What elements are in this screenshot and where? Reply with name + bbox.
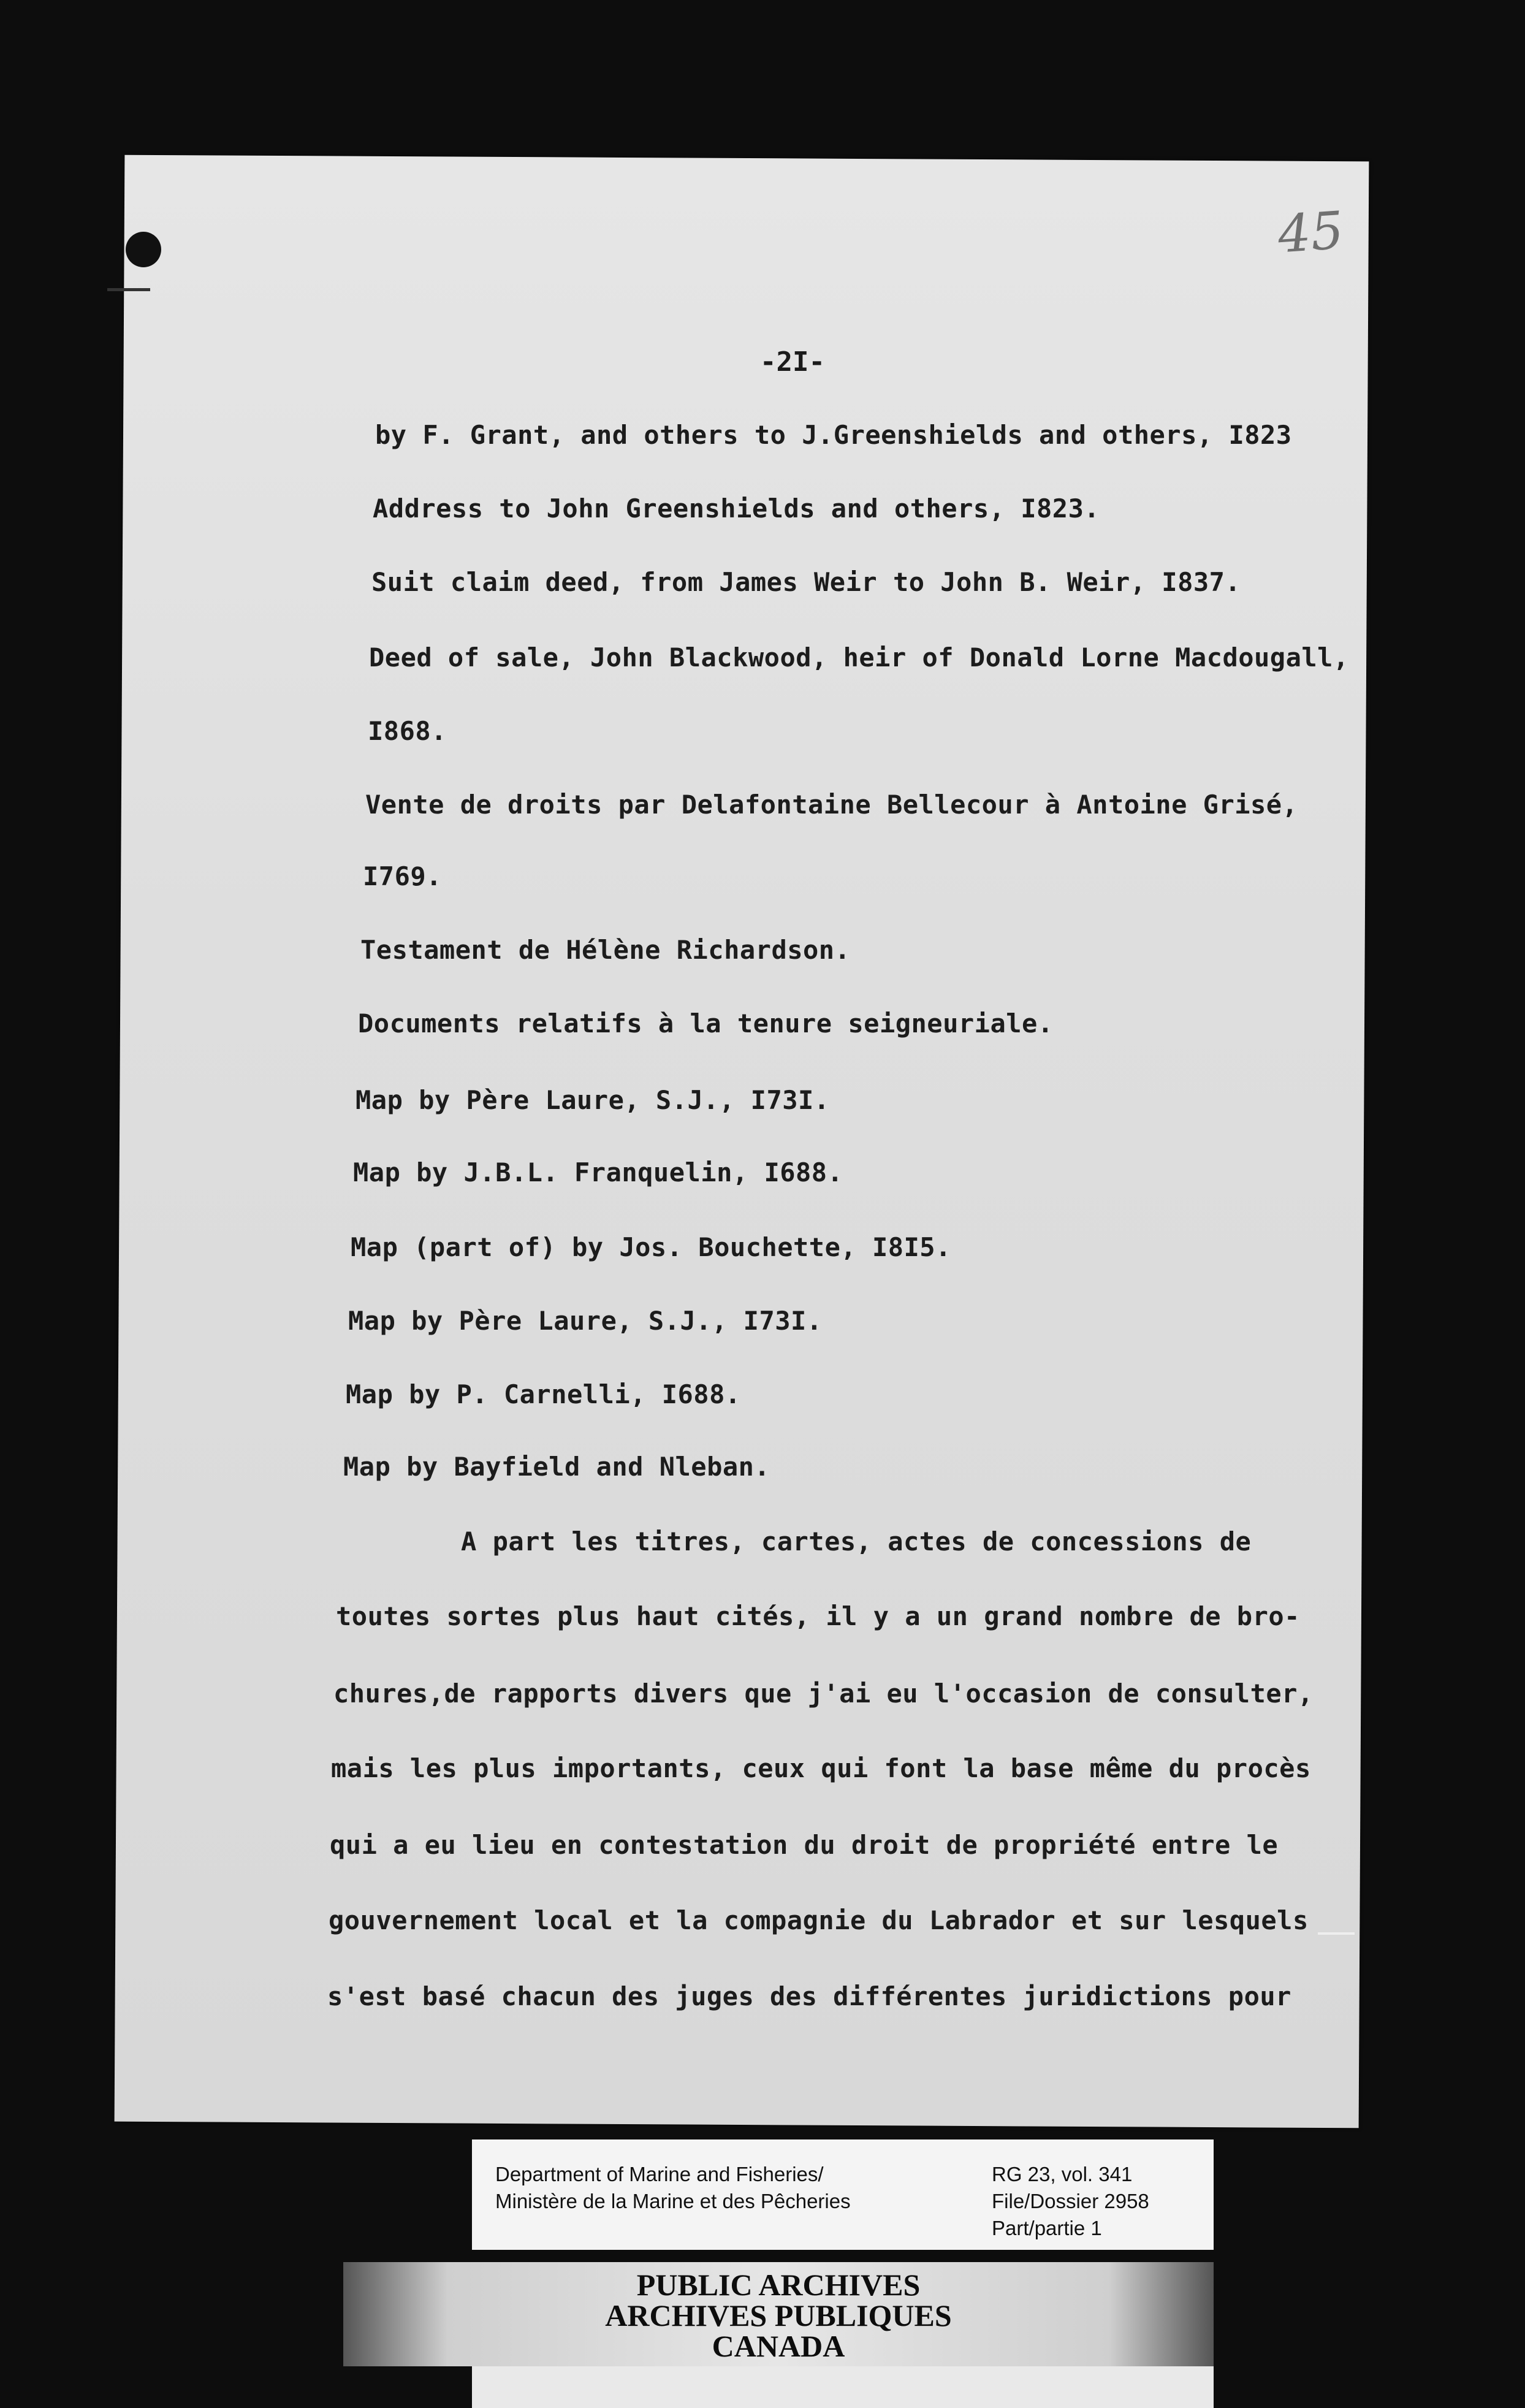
part-number: Part/partie 1	[992, 2217, 1102, 2239]
text-line: Map (part of) by Jos. Bouchette, I8I5.	[351, 1232, 951, 1262]
folio-number: 45	[1276, 200, 1346, 265]
text-line: Documents relatifs à la tenure seigneuriale.	[358, 1008, 1054, 1038]
text-line: chures,de rapports divers que j'ai eu l'occasion de consulter,	[333, 1678, 1314, 1709]
archive-label	[472, 2139, 1214, 2250]
department-en: Department of Marine and Fisheries/	[495, 2163, 824, 2185]
text-line: I769.	[363, 861, 442, 891]
text-line: Vente de droits par Delafontaine Bellecour à Antoine Grisé,	[365, 790, 1298, 820]
stamp-line-1: PUBLIC ARCHIVES	[636, 2268, 921, 2302]
punch-mark	[107, 288, 150, 291]
text-line: toutes sortes plus haut cités, il y a un grand nombre de bro-	[336, 1601, 1300, 1631]
text-line: Map by P. Carnelli, I688.	[346, 1379, 741, 1409]
department-fr: Ministère de la Marine et des Pêcheries	[495, 2190, 851, 2212]
text-line: Testament de Hélène Richardson.	[360, 935, 851, 965]
text-line: by F. Grant, and others to J.Greenshields and others, I823	[375, 420, 1292, 450]
archives-stamp	[343, 2262, 1214, 2366]
text-line: A part les titres, cartes, actes de concessions de	[461, 1526, 1252, 1556]
text-line: mais les plus importants, ceux qui font la base même du procès	[331, 1753, 1311, 1783]
text-line: Suit claim deed, from James Weir to John B. Weir, I837.	[371, 567, 1241, 597]
punch-hole	[126, 232, 161, 267]
text-line: qui a eu lieu en contestation du droit de propriété entre le	[330, 1830, 1279, 1860]
text-line: s'est basé chacun des juges des différentes juridictions pour	[327, 1981, 1291, 2011]
text-line: Map by Père Laure, S.J., I73I.	[356, 1085, 830, 1115]
text-line: Deed of sale, John Blackwood, heir of Donald Lorne Macdougall,	[369, 642, 1349, 672]
margin-mark	[1318, 1932, 1355, 1935]
text-line: gouvernement local et la compagnie du Labrador et sur lesquels	[329, 1905, 1309, 1935]
text-line: Map by Bayfield and Nleban.	[343, 1452, 770, 1482]
text-line: I868.	[368, 716, 447, 746]
record-group: RG 23, vol. 341	[992, 2163, 1133, 2185]
text-line: Address to John Greenshields and others, I823.	[373, 493, 1100, 524]
text-line: Map by J.B.L. Franquelin, I688.	[353, 1157, 843, 1187]
bottom-strip	[472, 2366, 1214, 2408]
stamp-line-3: CANADA	[712, 2329, 845, 2363]
text-line: Map by Père Laure, S.J., I73I.	[348, 1306, 823, 1336]
stamp-line-2: ARCHIVES PUBLIQUES	[605, 2298, 952, 2333]
page-number: -2I-	[760, 346, 825, 378]
file-number: File/Dossier 2958	[992, 2190, 1149, 2212]
